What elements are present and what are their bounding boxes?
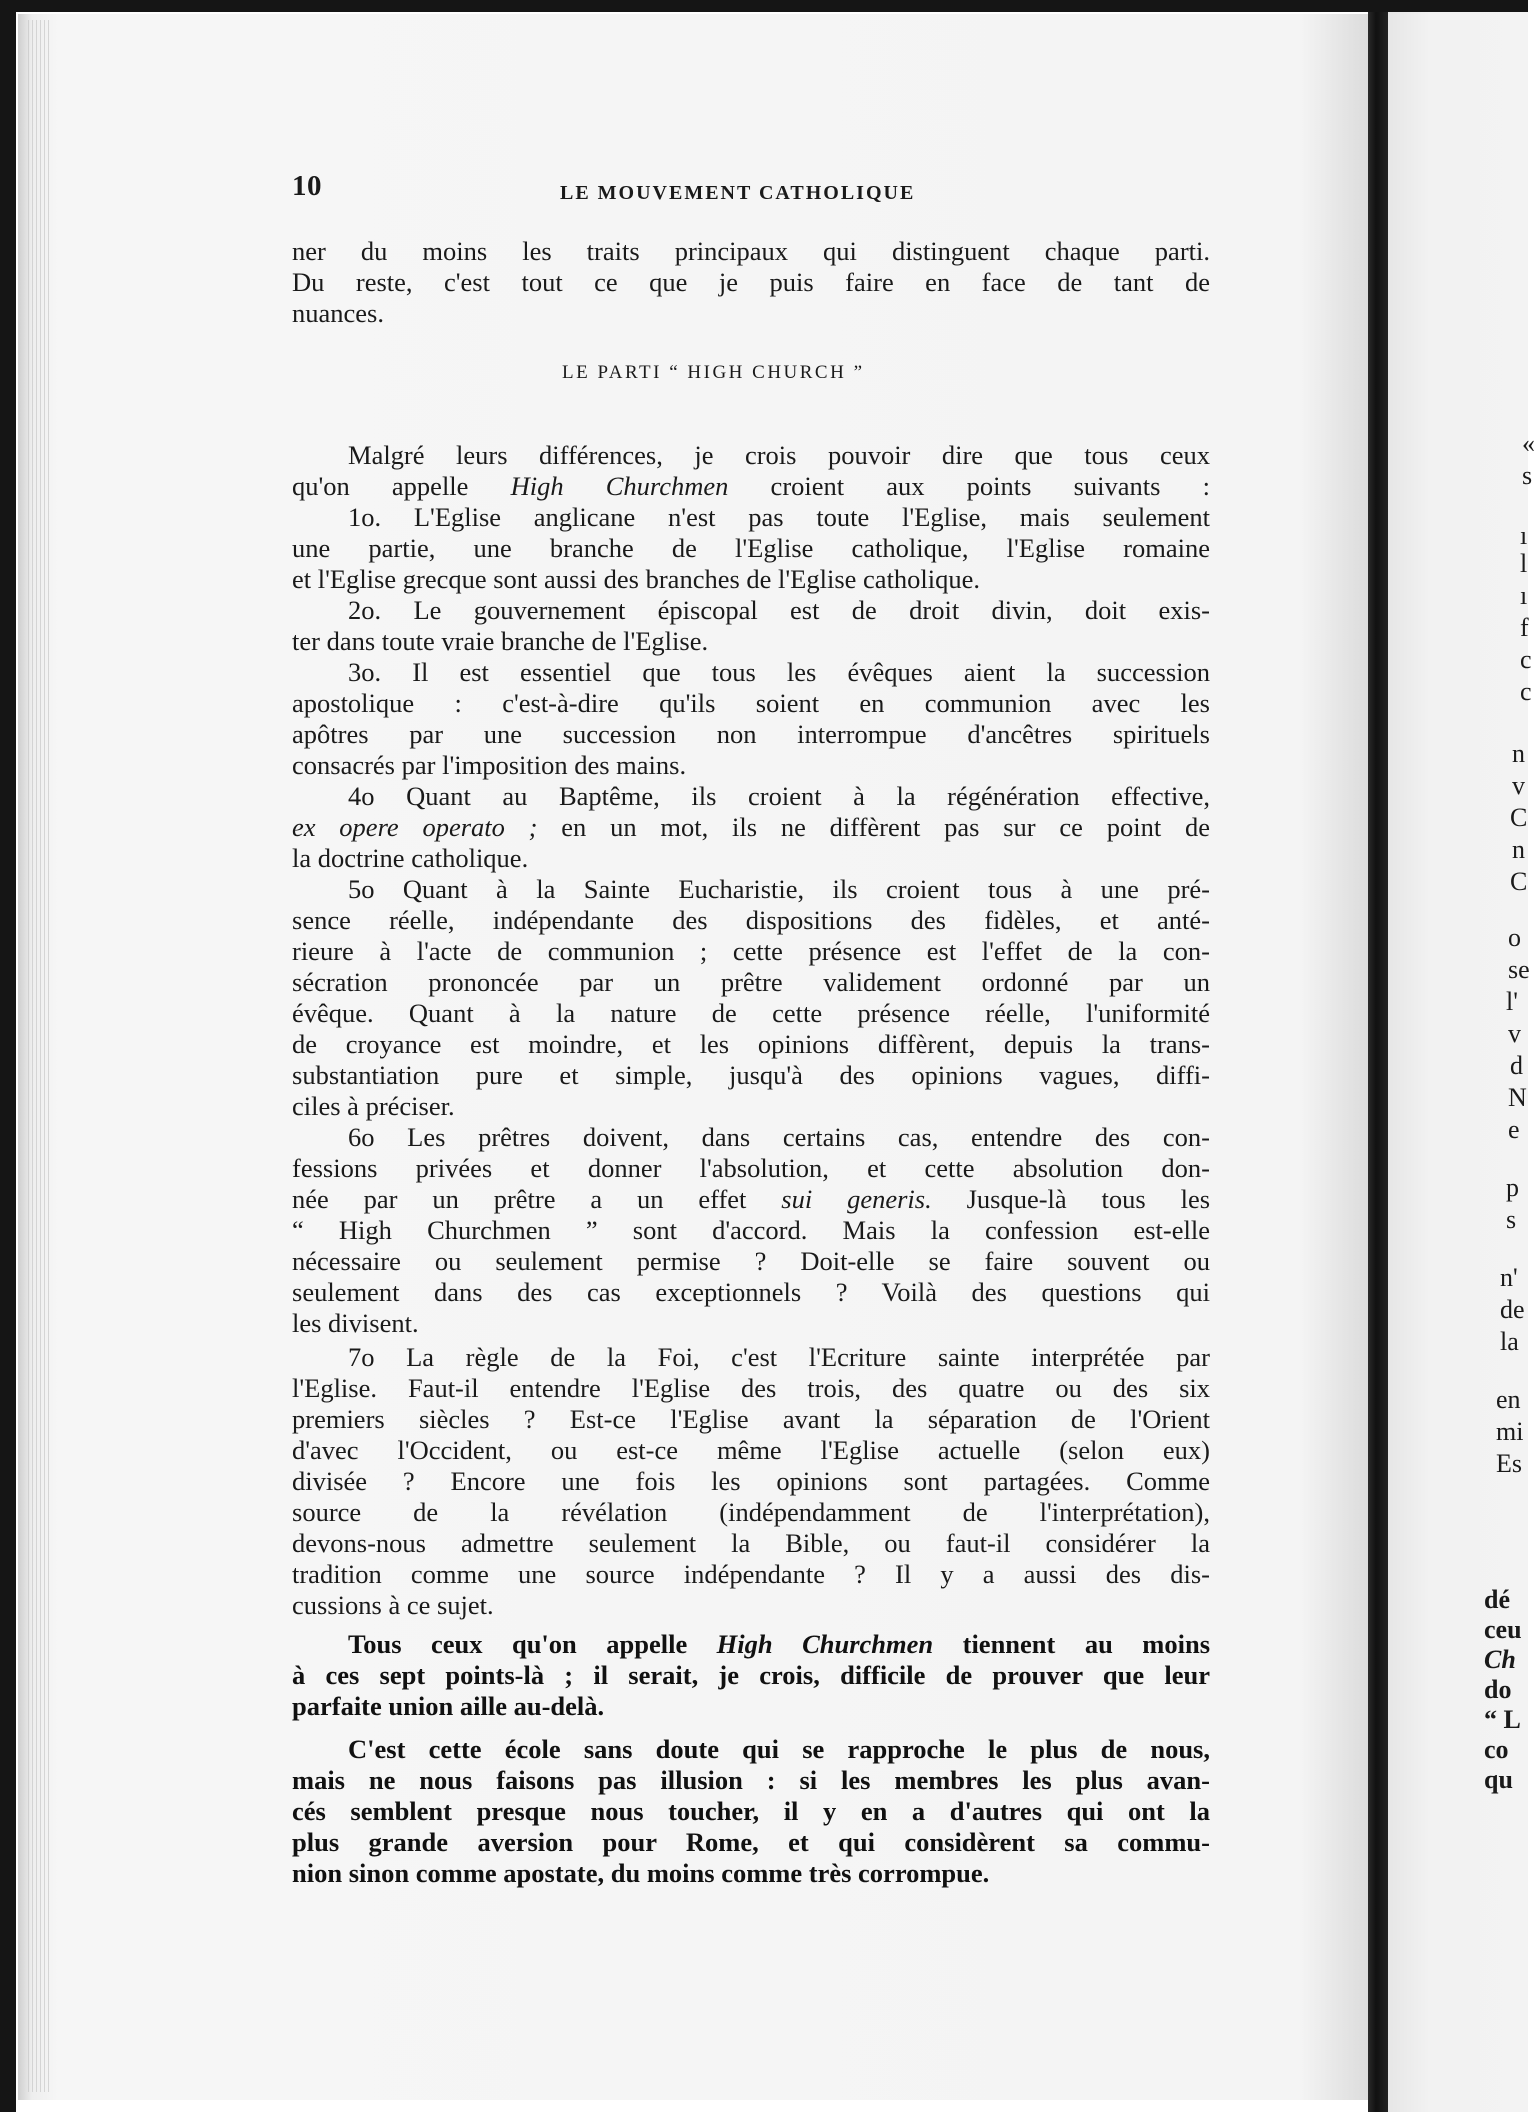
italic-term: ex opere operato ; [292,812,538,842]
running-title: LE MOUVEMENT CATHOLIQUE [560,182,916,204]
body-line: à ces sept points-là ; il serait, je crois, difficile de prouver que leur [292,1660,1210,1690]
intro-line: nuances. [292,298,384,328]
body-line [348,1629,1210,1660]
body-line: fessions privées et donner l'absolution, et cette absolution don- [292,1153,1210,1183]
body-line: les divisent. [292,1308,419,1338]
body-line [292,812,1210,843]
facing-page-fragment: de [1500,1295,1525,1324]
body-line: rieure à l'acte de communion ; cette présence est l'effet de la con- [292,936,1210,966]
body-line: apôtres par une succession non interrompue d'ancêtres spirituels [292,719,1210,749]
facing-page-fragment: C [1510,867,1528,896]
page-edge-stack [28,20,50,2092]
scan-border-top [0,0,1528,12]
facing-page-fragment: d [1510,1051,1523,1080]
body-line: seulement dans des cas exceptionnels ? Voilà des questions qui [292,1277,1210,1307]
facing-page-fragment: dé [1484,1585,1510,1614]
facing-page-fragment: la [1500,1327,1519,1356]
facing-page [1388,0,1528,2112]
body-line: Malgré leurs différences, je crois pouvoir dire que tous ceux [348,440,1210,470]
facing-page-fragment: en [1496,1385,1521,1414]
intro-line: Du reste, c'est tout ce que je puis faire en face de tant de [292,267,1210,297]
facing-page-fragment: n [1512,835,1525,864]
body-line: évêque. Quant à la nature de cette présence réelle, l'uniformité [292,998,1210,1028]
facing-page-fragment: co [1484,1735,1509,1764]
body-line: divisée ? Encore une fois les opinions sont partagées. Comme [292,1466,1210,1496]
body-line: sécration prononcée par un prêtre validement ordonné par un [292,967,1210,997]
intro-line: ner du moins les traits principaux qui distinguent chaque parti. [292,236,1210,266]
body-line: mais ne nous faisons pas illusion : si les membres les plus avan- [292,1765,1210,1795]
facing-page-fragment: Es [1496,1449,1522,1478]
body-line: cussions à ce sujet. [292,1590,494,1620]
italic-term: sui generis. [781,1184,932,1214]
body-line: source de la révélation (indépendamment de l'interprétation), [292,1497,1210,1527]
body-line: nécessaire ou seulement permise ? Doit-elle se faire souvent ou [292,1246,1210,1276]
book-gutter [1368,0,1388,2112]
facing-page-fragment: l' [1506,987,1518,1016]
body-line: 1o. L'Eglise anglicane n'est pas toute l'Eglise, mais seulement [348,502,1210,532]
body-line: consacrés par l'imposition des mains. [292,750,687,780]
body-line: ter dans toute vraie branche de l'Eglise. [292,626,709,656]
facing-page-fragment: l [1520,549,1528,578]
line-segment: qu'on appelle [292,471,511,501]
facing-page-fragment: v [1508,1019,1521,1048]
page-number: 10 [292,170,322,202]
body-line: cés semblent presque nous toucher, il y en a d'autres qui ont la [292,1796,1210,1826]
line-segment: Tous ceux qu'on appelle [348,1629,717,1659]
facing-page-fragment: c [1520,677,1532,706]
body-line: une partie, une branche de l'Eglise catholique, l'Eglise romaine [292,533,1210,563]
body-line: l'Eglise. Faut-il entendre l'Eglise des trois, des quatre ou des six [292,1373,1210,1403]
italic-term: High Churchmen [716,1629,934,1659]
facing-page-fragment: n [1512,739,1525,768]
body-line: nion sinon comme apostate, du moins comme très corrompue. [292,1858,990,1888]
section-heading: LE PARTI “ HIGH CHURCH ” [562,362,865,383]
body-line: devons-nous admettre seulement la Bible, ou faut-il considérer la [292,1528,1210,1558]
facing-page-fragment: e [1508,1115,1520,1144]
line-segment: tiennent au moins [933,1629,1211,1659]
facing-page-fragment: se [1508,955,1530,984]
body-line: 5o Quant à la Sainte Eucharistie, ils croient tous à une pré- [348,874,1210,904]
facing-page-fragment: « [1522,429,1535,458]
facing-page-fragment: ceu [1484,1615,1522,1644]
facing-page-fragment: N [1508,1083,1527,1112]
body-line: de croyance est moindre, et les opinions diffèrent, depuis la trans- [292,1029,1210,1059]
body-line: parfaite union aille au-delà. [292,1691,605,1721]
body-line: tradition comme une source indépendante ? Il y a aussi des dis- [292,1559,1210,1589]
body-line [292,1184,1210,1215]
body-line: premiers siècles ? Est-ce l'Eglise avant la séparation de l'Orient [292,1404,1210,1434]
body-line: sence réelle, indépendante des dispositions des fidèles, et anté- [292,905,1210,935]
body-line: 3o. Il est essentiel que tous les évêques aient la succession [348,657,1210,687]
scan-border-left [0,0,16,2112]
line-segment: Jusque-là tous les [931,1184,1211,1214]
body-line: 6o Les prêtres doivent, dans certains cas, entendre des con- [348,1122,1210,1152]
facing-page-fragment: ı [1520,521,1528,550]
facing-page-fragment: Ch [1484,1645,1516,1674]
body-line: 4o Quant au Baptême, ils croient à la régénération effective, [348,781,1210,811]
facing-page-fragment: o [1508,923,1521,952]
facing-page-fragment: qu [1484,1765,1513,1794]
facing-page-fragment: mi [1496,1417,1524,1446]
body-line: la doctrine catholique. [292,843,529,873]
line-segment: en un mot, ils ne diffèrent pas sur ce point de [537,812,1210,842]
facing-page-fragment: “ L [1484,1705,1521,1734]
line-segment: croient aux points suivants : [728,471,1210,501]
body-line: et l'Eglise grecque sont aussi des branches de l'Eglise catholique. [292,564,981,594]
facing-page-fragment: s [1522,461,1533,490]
body-line: C'est cette école sans doute qui se rapproche le plus de nous, [348,1734,1210,1764]
body-line: apostolique : c'est-à-dire qu'ils soient en communion avec les [292,688,1210,718]
facing-page-fragment: v [1512,771,1525,800]
body-line: substantiation pure et simple, jusqu'à des opinions vagues, diffi- [292,1060,1210,1090]
body-line: 2o. Le gouvernement épiscopal est de droit divin, doit exis- [348,595,1210,625]
line-segment: née par un prêtre a un effet [292,1184,782,1214]
body-line: ciles à préciser. [292,1091,455,1121]
facing-page-fragment: C [1510,803,1528,832]
facing-page-fragment: s [1506,1205,1517,1234]
facing-page-fragment: f [1520,613,1529,642]
body-line: “ High Churchmen ” sont d'accord. Mais la confession est-elle [292,1215,1210,1245]
italic-term: High Churchmen [510,471,729,501]
facing-page-fragment: c [1520,645,1532,674]
facing-page-fragment: p [1506,1173,1519,1202]
body-line [292,471,1210,502]
body-line: 7o La règle de la Foi, c'est l'Ecriture sainte interprétée par [348,1342,1210,1372]
facing-page-fragment: n' [1500,1263,1518,1292]
body-line: plus grande aversion pour Rome, et qui considèrent sa commu- [292,1827,1210,1857]
body-line: d'avec l'Occident, ou est-ce même l'Eglise actuelle (selon eux) [292,1435,1210,1465]
facing-page-fragment: do [1484,1675,1512,1704]
facing-page-fragment: ı [1520,581,1528,610]
